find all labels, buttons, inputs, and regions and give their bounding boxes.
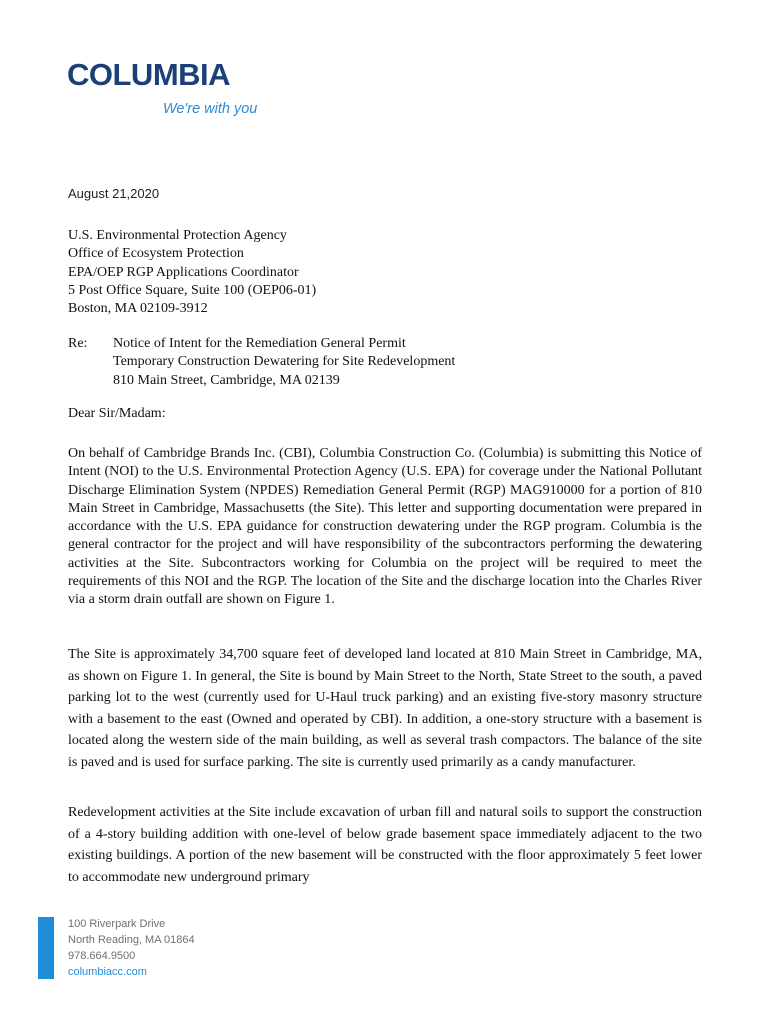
recipient-line: Boston, MA 02109-3912 — [68, 301, 208, 317]
footer-phone: 978.664.9500 — [68, 950, 136, 962]
recipient-address — [68, 227, 316, 318]
subject-line: Notice of Intent for the Remediation General Permit — [113, 336, 406, 351]
footer-address-line: North Reading, MA 01864 — [68, 934, 195, 946]
footer-website-link[interactable]: columbiacc.com — [68, 966, 147, 978]
body-paragraph-1: On behalf of Cambridge Brands Inc. (CBI), Columbia Construction Co. (Columbia) is submitting this Notice of Intent (NOI) to the U.S. Environmental Protection Agency (U.S. EPA) for coverage under the National Pollutant Discharge Elimination System (NPDES) Remediation General Permit (RGP) MAG910000 for a portion of 810 Main Street in Cambridge, Massachusetts (the Site). This letter and supporting documentation were prepared in accordance with the U.S. EPA guidance for construction dewatering under the RGP program. Columbia is the general contractor for the project and will have responsibility of the subcontractors performing the dewatering activities at the Site. Subcontractors working for Columbia on the project will be required to meet the requirements of this NOI and the RGP. The location of the Site and the discharge location into the Charles River via a storm drain outfall are shown on Figure 1. — [68, 446, 702, 608]
subject-line: 810 Main Street, Cambridge, MA 02139 — [113, 372, 340, 388]
logo-tagline: We're with you — [163, 101, 258, 117]
footer-accent-bar — [38, 917, 54, 979]
subject-line: Temporary Construction Dewatering for Site Redevelopment — [113, 354, 456, 370]
body-paragraph-3: Redevelopment activities at the Site include excavation of urban fill and natural soils to support the construction of a 4-story building addition with one-level of below grade basement space immediately adjacent to the two existing buildings. A portion of the new basement will be constructed with the floor approximately 5 feet lower to accommodate new underground primary — [68, 805, 702, 885]
subject-label: Re: — [68, 336, 88, 351]
footer-contact — [68, 916, 195, 980]
salutation: Dear Sir/Madam: — [68, 406, 166, 421]
company-logo — [67, 58, 267, 122]
body-paragraph-2: The Site is approximately 34,700 square feet of developed land located at 810 Main Street in Cambridge, MA, as shown on Figure 1. In general, the Site is bound by Main Street to the North, State Street to the south, a paved parking lot to the west (currently used for U-Haul truck parking) and an existing five-story masonry structure with a basement to the east (Owned and operated by CBI). In addition, a one-story structure with a basement is located along the western side of the main building, as well as several trash compactors. The balance of the site is paved and is used for surface parking. The site is currently used primarily as a candy manufacturer. — [68, 647, 702, 770]
logo-wordmark: COLUMBIA — [67, 57, 231, 92]
subject-lines — [113, 335, 455, 390]
recipient-line: 5 Post Office Square, Suite 100 (OEP06-01) — [68, 282, 317, 298]
footer-address-line: 100 Riverpark Drive — [68, 918, 166, 930]
recipient-line: Office of Ecosystem Protection — [68, 246, 244, 262]
recipient-line: EPA/OEP RGP Applications Coordinator — [68, 264, 299, 280]
recipient-line: U.S. Environmental Protection Agency — [68, 228, 287, 243]
letter-date: August 21,2020 — [68, 186, 160, 201]
